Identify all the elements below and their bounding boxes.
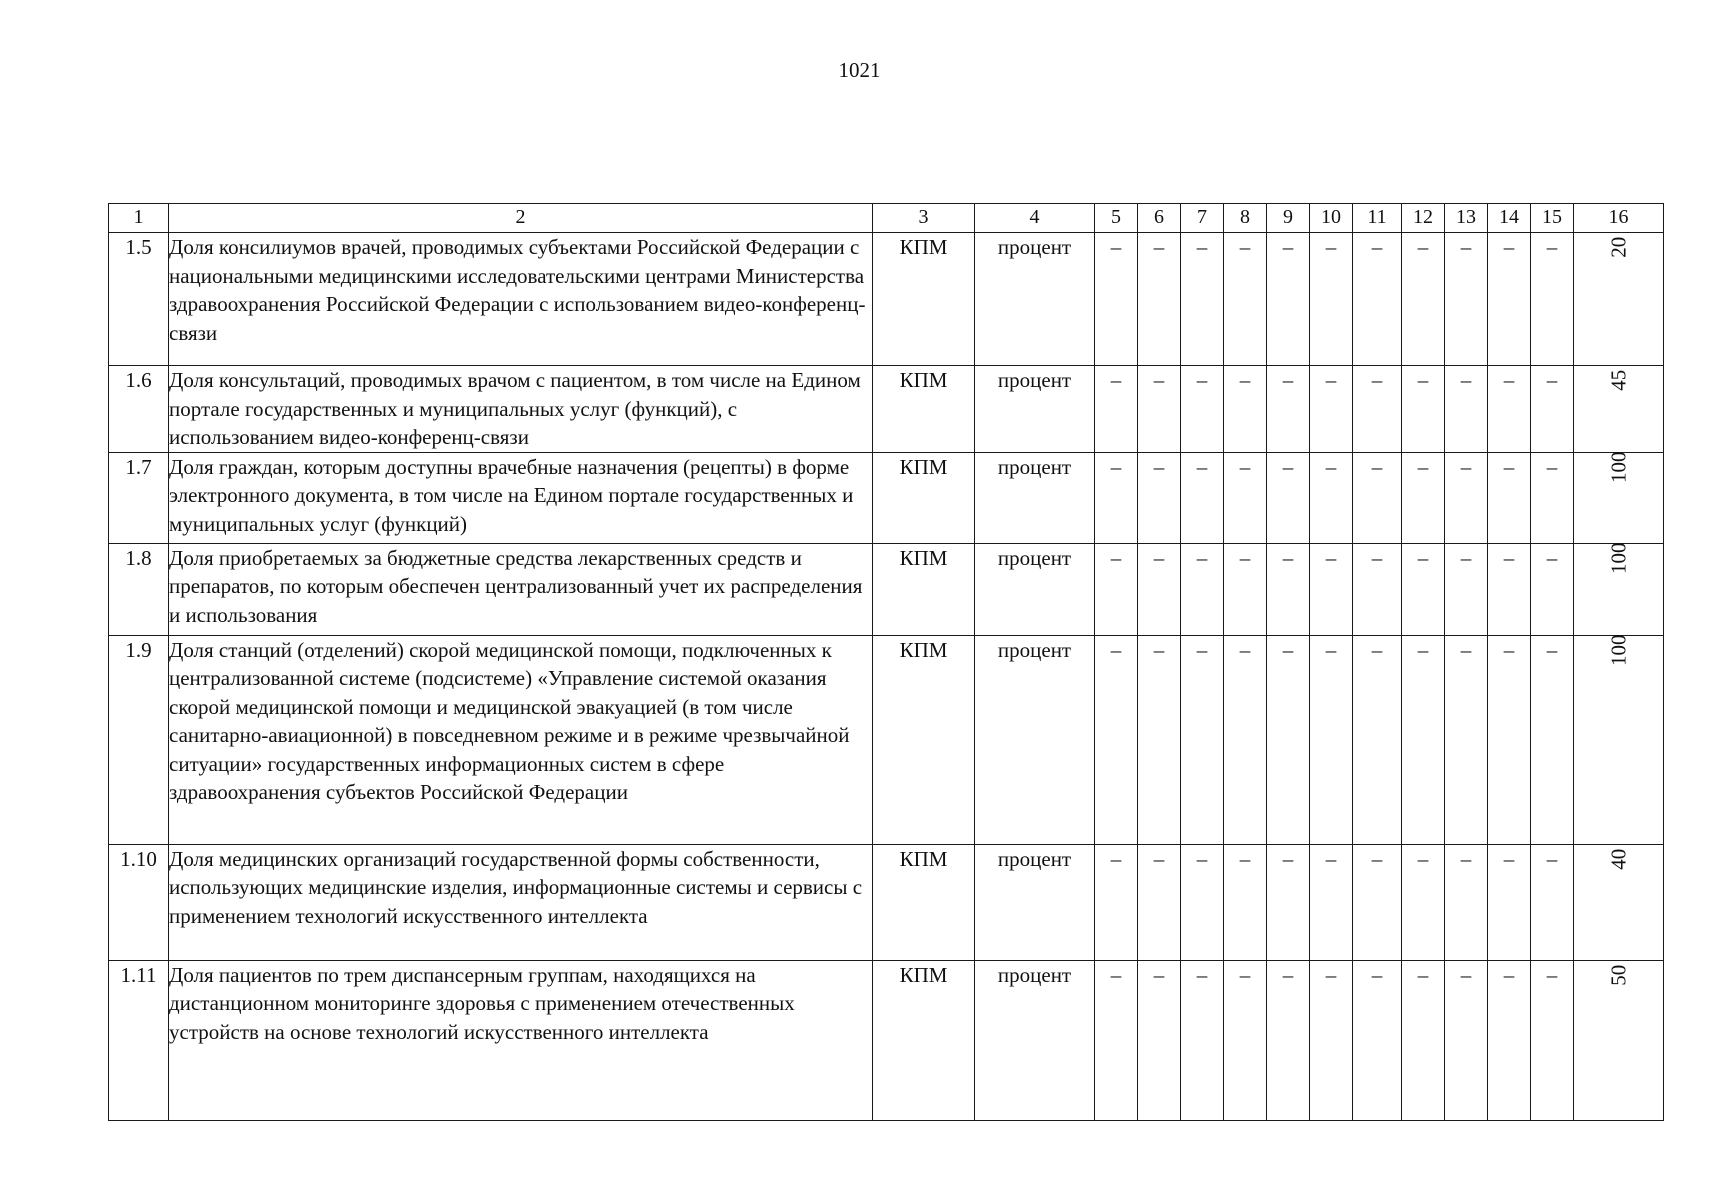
year-value-cell: – (1488, 844, 1531, 960)
target-value: 100 (1606, 451, 1631, 483)
header-cell-2: 2 (169, 204, 873, 233)
year-value-cell: – (1310, 233, 1353, 366)
year-value-cell: – (1138, 844, 1181, 960)
year-value-cell: – (1267, 960, 1310, 1120)
target-value-cell (1574, 960, 1664, 1120)
year-value-cell: – (1445, 635, 1488, 844)
year-value-cell: – (1445, 452, 1488, 543)
target-value-cell (1574, 452, 1664, 543)
year-value-cell: – (1488, 543, 1531, 635)
year-value-cell: – (1353, 635, 1402, 844)
year-value-cell: – (1445, 960, 1488, 1120)
table-row (109, 452, 1664, 543)
source-cell: КПМ (873, 960, 975, 1120)
year-value-cell: – (1488, 366, 1531, 453)
year-value-cell: – (1445, 844, 1488, 960)
year-value-cell: – (1310, 452, 1353, 543)
year-value-cell: – (1138, 452, 1181, 543)
year-value-cell: – (1531, 844, 1574, 960)
source-cell: КПМ (873, 543, 975, 635)
row-number: 1.8 (109, 543, 169, 635)
year-value-cell: – (1224, 233, 1267, 366)
row-number: 1.9 (109, 635, 169, 844)
year-value-cell: – (1138, 366, 1181, 453)
row-number: 1.10 (109, 844, 169, 960)
header-cell-10: 10 (1310, 204, 1353, 233)
target-value-cell (1574, 844, 1664, 960)
year-value-cell: – (1138, 543, 1181, 635)
year-value-cell: – (1138, 635, 1181, 844)
table-row (109, 635, 1664, 844)
year-value-cell: – (1095, 366, 1138, 453)
year-value-cell: – (1402, 366, 1445, 453)
year-value-cell: – (1181, 452, 1224, 543)
target-value: 45 (1606, 369, 1631, 391)
year-value-cell: – (1095, 452, 1138, 543)
year-value-cell: – (1310, 635, 1353, 844)
year-value-cell: – (1224, 635, 1267, 844)
year-value-cell: – (1353, 960, 1402, 1120)
year-value-cell: – (1488, 452, 1531, 543)
row-number: 1.6 (109, 366, 169, 453)
header-cell-12: 12 (1402, 204, 1445, 233)
indicator-name: Доля приобретаемых за бюджетные средства лекарственных средств и препаратов, по которым обеспечен централизованный учет их распределения и использования (169, 543, 873, 635)
page-number: 1021 (838, 58, 881, 82)
year-value-cell: – (1488, 635, 1531, 844)
header-cell-1: 1 (109, 204, 169, 233)
indicator-name: Доля пациентов по трем диспансерным группам, находящихся на дистанционном мониторинге здоровья с применением отечественных устройств на основе технологий искусственного интеллекта (169, 960, 873, 1120)
year-value-cell: – (1181, 543, 1224, 635)
year-value-cell: – (1267, 366, 1310, 453)
row-number: 1.11 (109, 960, 169, 1120)
year-value-cell: – (1402, 960, 1445, 1120)
table-row (109, 844, 1664, 960)
year-value-cell: – (1181, 960, 1224, 1120)
table-row (109, 543, 1664, 635)
year-value-cell: – (1310, 844, 1353, 960)
year-value-cell: – (1402, 543, 1445, 635)
target-value-cell (1574, 635, 1664, 844)
header-cell-9: 9 (1267, 204, 1310, 233)
year-value-cell: – (1488, 960, 1531, 1120)
year-value-cell: – (1531, 635, 1574, 844)
header-cell-8: 8 (1224, 204, 1267, 233)
header-cell-5: 5 (1095, 204, 1138, 233)
year-value-cell: – (1310, 543, 1353, 635)
year-value-cell: – (1402, 233, 1445, 366)
year-value-cell: – (1445, 366, 1488, 453)
header-cell-13: 13 (1445, 204, 1488, 233)
year-value-cell: – (1310, 366, 1353, 453)
target-value-cell (1574, 233, 1664, 366)
year-value-cell: – (1138, 960, 1181, 1120)
header-cell-7: 7 (1181, 204, 1224, 233)
source-cell: КПМ (873, 844, 975, 960)
year-value-cell: – (1445, 233, 1488, 366)
header-row (109, 204, 1664, 233)
header-cell-11: 11 (1353, 204, 1402, 233)
row-number: 1.7 (109, 452, 169, 543)
year-value-cell: – (1095, 543, 1138, 635)
indicator-name: Доля станций (отделений) скорой медицинской помощи, подключенных к централизованной системе (подсистеме) «Управление системой оказания скорой медицинской помощи и медицинской эвакуацией (в том числе санитарно-авиационной) в повседневном режиме и в режиме чрезвычайной ситуации» государственных информационных систем в сфере здравоохранения субъектов Российской Федерации (169, 635, 873, 844)
source-cell: КПМ (873, 635, 975, 844)
target-value: 50 (1606, 964, 1631, 986)
year-value-cell: – (1310, 960, 1353, 1120)
year-value-cell: – (1267, 844, 1310, 960)
year-value-cell: – (1531, 233, 1574, 366)
year-value-cell: – (1267, 543, 1310, 635)
year-value-cell: – (1267, 452, 1310, 543)
indicator-name: Доля консультаций, проводимых врачом с пациентом, в том числе на Едином портале государственных и муниципальных услуг (функций), с использованием видео-конференц-связи (169, 366, 873, 453)
year-value-cell: – (1353, 543, 1402, 635)
year-value-cell: – (1402, 844, 1445, 960)
unit-cell: процент (975, 635, 1095, 844)
row-number: 1.5 (109, 233, 169, 366)
year-value-cell: – (1402, 452, 1445, 543)
year-value-cell: – (1267, 233, 1310, 366)
table-row (109, 960, 1664, 1120)
year-value-cell: – (1224, 844, 1267, 960)
year-value-cell: – (1353, 233, 1402, 366)
year-value-cell: – (1267, 635, 1310, 844)
table-body (109, 233, 1664, 1121)
year-value-cell: – (1181, 233, 1224, 366)
indicator-name: Доля медицинских организаций государственной формы собственности, использующих медицинские изделия, информационные системы и сервисы с применением технологий искусственного интеллекта (169, 844, 873, 960)
target-value: 40 (1606, 848, 1631, 870)
header-cell-4: 4 (975, 204, 1095, 233)
year-value-cell: – (1181, 844, 1224, 960)
target-value-cell (1574, 366, 1664, 453)
year-value-cell: – (1531, 960, 1574, 1120)
year-value-cell: – (1181, 635, 1224, 844)
unit-cell: процент (975, 844, 1095, 960)
indicator-name: Доля консилиумов врачей, проводимых субъектами Российской Федерации с национальными медицинскими исследовательскими центрами Министерства здравоохранения Российской Федерации с использованием видео-конференц-связи (169, 233, 873, 366)
year-value-cell: – (1531, 452, 1574, 543)
table-row (109, 366, 1664, 453)
source-cell: КПМ (873, 366, 975, 453)
indicator-name: Доля граждан, которым доступны врачебные назначения (рецепты) в форме электронного документа, в том числе на Едином портале государственных и муниципальных услуг (функций) (169, 452, 873, 543)
unit-cell: процент (975, 960, 1095, 1120)
unit-cell: процент (975, 452, 1095, 543)
year-value-cell: – (1224, 452, 1267, 543)
year-value-cell: – (1531, 543, 1574, 635)
table-row (109, 233, 1664, 366)
unit-cell: процент (975, 366, 1095, 453)
source-cell: КПМ (873, 233, 975, 366)
year-value-cell: – (1445, 543, 1488, 635)
unit-cell: процент (975, 233, 1095, 366)
year-value-cell: – (1095, 233, 1138, 366)
header-cell-6: 6 (1138, 204, 1181, 233)
year-value-cell: – (1095, 960, 1138, 1120)
year-value-cell: – (1181, 366, 1224, 453)
indicators-table (108, 203, 1664, 1121)
header-cell-16: 16 (1574, 204, 1664, 233)
target-value: 100 (1606, 634, 1631, 666)
header-cell-14: 14 (1488, 204, 1531, 233)
source-cell: КПМ (873, 452, 975, 543)
header-cell-15: 15 (1531, 204, 1574, 233)
year-value-cell: – (1353, 452, 1402, 543)
year-value-cell: – (1224, 543, 1267, 635)
year-value-cell: – (1138, 233, 1181, 366)
header-cell-3: 3 (873, 204, 975, 233)
year-value-cell: – (1353, 844, 1402, 960)
target-value: 20 (1606, 236, 1631, 258)
year-value-cell: – (1224, 366, 1267, 453)
year-value-cell: – (1531, 366, 1574, 453)
year-value-cell: – (1353, 366, 1402, 453)
target-value: 100 (1606, 542, 1631, 574)
year-value-cell: – (1095, 844, 1138, 960)
year-value-cell: – (1224, 960, 1267, 1120)
year-value-cell: – (1402, 635, 1445, 844)
unit-cell: процент (975, 543, 1095, 635)
target-value-cell (1574, 543, 1664, 635)
year-value-cell: – (1488, 233, 1531, 366)
year-value-cell: – (1095, 635, 1138, 844)
